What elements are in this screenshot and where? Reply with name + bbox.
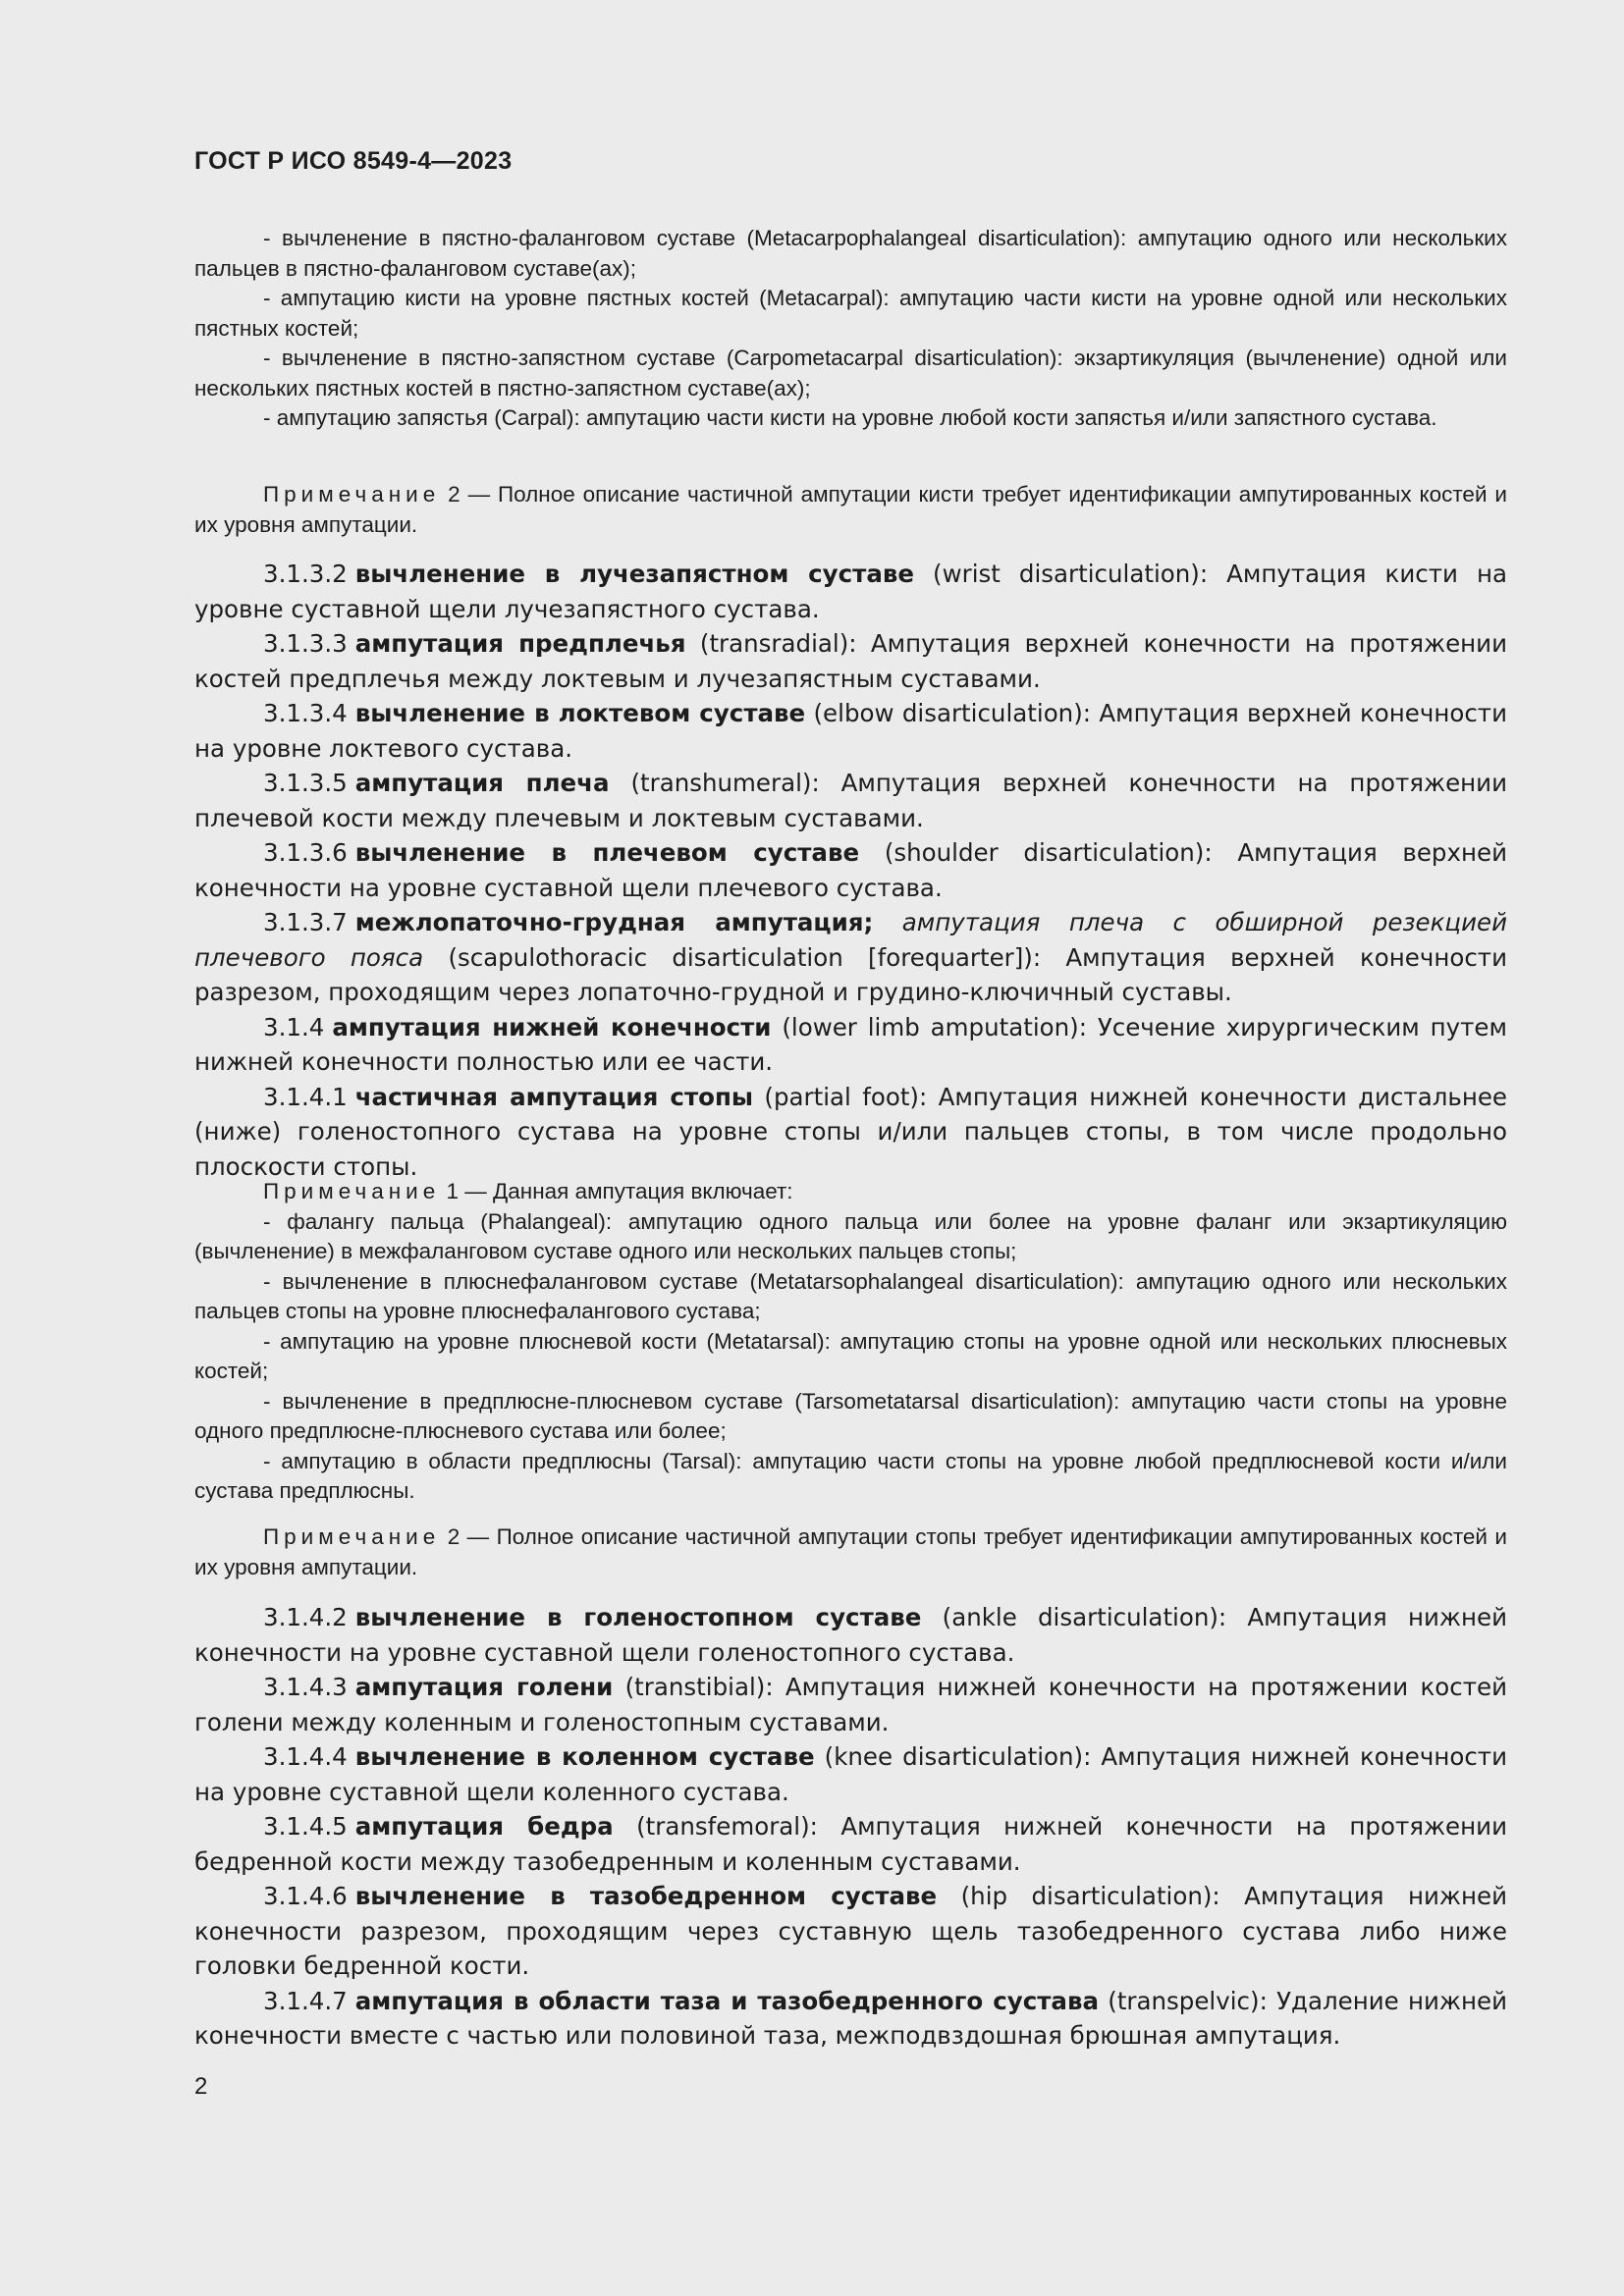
term-definition: (transfemoral): Ампутация нижней конечности на протяжении бедренной кости между тазобедренным и коленным суставами. [194,1812,1507,1876]
term-definition: (transradial): Ампутация верхней конечности на протяжении костей предплечья между локтевым и лучезапястным суставами. [194,629,1508,693]
term-name: вычленение в лучезапястном суставе [354,560,914,588]
term-number: 3.1.4.7 [263,1986,348,2015]
list-item: - фалангу пальца (Phalangeal): ампутацию одного пальца или более на уровне фаланг или экзартикуляцию (вычленение) в межфаланговом суставе одного или нескольких пальцев стопы; [194,1208,1507,1263]
term-entry [194,1080,1507,1185]
note-text: 2 — Полное описание частичной ампутации кисти требует идентификации ампутированных костей и их уровня ампутации. [194,482,1507,537]
term-name: вычленение в локтевом суставе [354,699,806,727]
term-number: 3.1.3.2 [263,560,348,588]
list-item: - ампутацию на уровне плюсневой кости (Metatarsal): ампутацию стопы на уровне одной или нескольких плюсневых костей; [194,1328,1507,1383]
term-definition: (ankle disarticulation): Ампутация нижней конечности на уровне суставной щели голеностопного сустава. [194,1603,1507,1667]
note-text: 2 — Полное описание частичной ампутации стопы требует идентификации ампутированных костей и их уровня ампутации. [194,1524,1507,1579]
term-entry [194,626,1507,696]
term-entry [194,1879,1507,1984]
term-definition: (transtibial): Ампутация нижней конечности на протяжении костей голени между коленным и голеностопным суставами. [194,1673,1507,1736]
list-item: - вычленение в пястно-фаланговом суставе (Metacarpophalangeal disarticulation): ампутацию одного или нескольких пальцев в пястно-фаланговом суставе(ах); [194,226,1507,281]
term-name: ампутация в области таза и тазобедренного сустава [354,1986,1099,2015]
term-entry [194,557,1507,626]
list-item: - ампутацию кисти на уровне пястных костей (Metacarpal): ампутацию части кисти на уровне одной или нескольких пястных костей; [194,286,1507,341]
list-item: - ампутацию запястья (Carpal): ампутацию части кисти на уровне любой кости запястья и/или запястного сустава. [263,405,1437,430]
list-item: - ампутацию в области предплюсны (Tarsal): ампутацию части стопы на уровне любой предплюсневой кости и/или сустава предплюсны. [194,1448,1507,1503]
term-number: 3.1.4 [263,1012,325,1041]
term-name: вычленение в коленном суставе [354,1742,815,1771]
term-entry [194,1600,1507,1670]
term-name: вычленение в тазобедренном суставе [354,1882,938,1910]
term-entry [194,835,1507,905]
term-number: 3.1.4.5 [263,1812,348,1841]
term-number: 3.1.4.2 [263,1603,348,1631]
term-entry [194,766,1507,835]
upper-limb-terms [194,557,1507,1184]
term-definition: (scapulothoracic disarticulation [forequarter]): Ампутация верхней конечности разрезом, проходящим через лопаточно-грудной и грудино-ключичный суставы. [194,942,1507,1006]
term-definition: (partial foot): Ампутация нижней конечности дистальнее (ниже) голеностопного сустава на уровне стопы и/или пальцев стопы, в том числе продольно плоскости стопы. [194,1082,1507,1181]
term-name: частичная ампутация стопы [354,1082,754,1111]
note-foot-1 [194,1177,1507,1507]
list-item: - вычленение в плюснефаланговом суставе (Metatarsophalangeal disarticulation): ампутацию одного или нескольких пальцев стопы на уровне плюснефалангового сустава; [194,1268,1507,1323]
term-definition: (shoulder disarticulation): Ампутация верхней конечности на уровне суставной щели плечевого сустава. [194,838,1507,902]
term-number: 3.1.3.7 [263,908,348,936]
term-number: 3.1.3.6 [263,838,348,867]
term-number: 3.1.4.3 [263,1673,348,1701]
term-name: вычленение в голеностопном суставе [354,1603,922,1631]
term-name: ампутация бедра [354,1812,614,1841]
term-number: 3.1.3.4 [263,699,348,727]
term-number: 3.1.4.1 [263,1082,348,1111]
term-number: 3.1.4.4 [263,1742,348,1771]
note-label: Примечание [263,482,441,507]
term-entry [194,1670,1507,1739]
term-name: ампутация нижней конечности [332,1012,772,1041]
term-entry [194,1809,1507,1879]
note-hand [194,480,1507,540]
term-name: ампутация предплечья [354,629,686,658]
term-name: ампутация плеча [354,769,610,797]
note-foot-2 [194,1522,1507,1582]
term-definition: (elbow disarticulation): Ампутация верхней конечности на уровне локтевого сустава. [194,699,1507,763]
term-name: вычленение в плечевом суставе [354,838,860,867]
term-definition: (transpelvic): Удаление нижней конечности вместе с частью или половиной таза, межподвздошная брюшная ампутация. [194,1986,1507,2050]
term-definition: (knee disarticulation): Ампутация нижней конечности на уровне суставной щели коленного сустава. [194,1742,1507,1806]
term-entry [194,1739,1507,1809]
document-header: ГОСТ Р ИСО 8549-4—2023 [194,147,513,175]
term-definition: (wrist disarticulation): Ампутация кисти на уровне суставной щели лучезапястного сустава. [194,560,1508,623]
note-label: Примечание [263,1179,441,1203]
list-item: - вычленение в предплюсне-плюсневом суставе (Tarsometatarsal disarticulation): ампутацию части стопы на уровне одного предплюсне-плюсневого сустава или более; [194,1388,1507,1443]
lower-limb-terms [194,1600,1507,2054]
term-synonym: ампутация плеча с обширной резекцией плечевого пояса [194,908,1507,972]
page-number: 2 [194,2073,208,2100]
term-entry [194,1010,1507,1080]
hand-amputation-list [194,224,1507,434]
term-name: ампутация голени [354,1673,614,1701]
note-label: Примечание [263,1524,441,1549]
note-text: 1 — Данная ампутация включает: [446,1179,793,1203]
term-number: 3.1.3.5 [263,769,348,797]
term-entry [194,905,1507,1010]
term-definition: (lower limb amputation): Усечение хирургическим путем нижней конечности полностью или ее части. [194,1012,1507,1076]
term-number: 3.1.3.3 [263,629,348,658]
term-number: 3.1.4.6 [263,1882,348,1910]
term-entry [194,696,1507,766]
term-definition: (transhumeral): Ампутация верхней конечности на протяжении плечевой кости между плечевым и локтевым суставами. [194,769,1508,832]
term-name: межлопаточно-грудная ампутация; [354,908,874,936]
list-item: - вычленение в пястно-запястном суставе (Carpometacarpal disarticulation): экзартикуляция (вычленение) одной или нескольких пястных костей в пястно-запястном суставе(ах); [194,346,1507,400]
term-entry [194,1984,1507,2054]
term-definition: (hip disarticulation): Ампутация нижней конечности разрезом, проходящим через суставную щель тазобедренного сустава либо ниже головки бедренной кости. [194,1882,1507,1980]
